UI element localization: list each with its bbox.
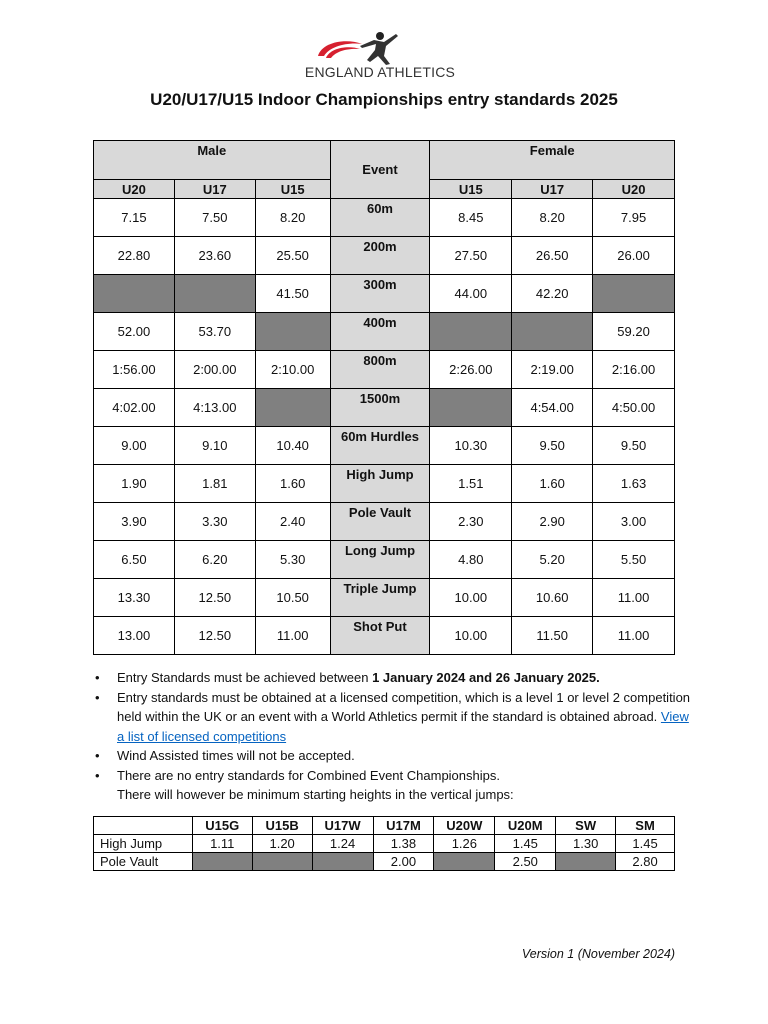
table-row	[94, 389, 675, 427]
not-applicable-cell	[192, 853, 252, 871]
standard-cell: 10.60	[512, 579, 593, 617]
not-applicable-cell	[174, 275, 255, 313]
event-name-cell: 300m	[330, 275, 430, 313]
standard-cell: 59.20	[593, 313, 675, 351]
not-applicable-cell	[593, 275, 675, 313]
not-applicable-cell	[252, 853, 312, 871]
standard-cell: 13.00	[94, 617, 175, 655]
standard-cell: 13.30	[94, 579, 175, 617]
licensed-competitions-link[interactable]: View a list of licensed competitions	[117, 709, 689, 744]
age-group-header: U20M	[495, 817, 556, 835]
standard-cell: 41.50	[255, 275, 330, 313]
male-col-header: U15	[255, 180, 330, 199]
table-row	[94, 503, 675, 541]
height-cell: 1.45	[495, 835, 556, 853]
age-group-header: U20W	[434, 817, 495, 835]
standard-cell: 2:10.00	[255, 351, 330, 389]
standard-cell: 10.00	[430, 579, 512, 617]
standard-cell: 12.50	[174, 579, 255, 617]
standard-cell: 7.95	[593, 199, 675, 237]
event-name-cell: Long Jump	[330, 541, 430, 579]
page-title: U20/U17/U15 Indoor Championships entry standards 2025	[150, 90, 618, 109]
note-item	[95, 668, 695, 688]
note-text: Wind Assisted times will not be accepted.	[117, 748, 355, 763]
male-group-header: Male	[94, 141, 331, 180]
female-col-header: U17	[512, 180, 593, 199]
event-name-cell: 800m	[330, 351, 430, 389]
age-group-header: U15B	[252, 817, 312, 835]
standard-cell: 5.30	[255, 541, 330, 579]
standard-cell: 1.63	[593, 465, 675, 503]
height-cell: 1.26	[434, 835, 495, 853]
athlete-logo-icon	[300, 30, 460, 66]
standard-cell: 12.50	[174, 617, 255, 655]
standard-cell: 11.50	[512, 617, 593, 655]
standard-cell: 1.90	[94, 465, 175, 503]
standard-cell: 1.60	[255, 465, 330, 503]
note-text: There are no entry standards for Combined Event Championships.	[117, 767, 500, 783]
event-name-cell: 400m	[330, 313, 430, 351]
standard-cell: 6.50	[94, 541, 175, 579]
height-cell: 2.80	[616, 853, 675, 871]
standard-cell: 4:02.00	[94, 389, 175, 427]
standard-cell: 3.30	[174, 503, 255, 541]
england-athletics-logo	[300, 30, 460, 82]
not-applicable-cell	[430, 313, 512, 351]
version-note: Version 1 (November 2024)	[521, 947, 675, 961]
height-cell: 1.38	[373, 835, 434, 853]
not-applicable-cell	[255, 389, 330, 427]
event-name-cell: Shot Put	[330, 617, 430, 655]
starting-heights-table	[93, 816, 675, 871]
standard-cell: 26.00	[593, 237, 675, 275]
female-col-header: U15	[430, 180, 512, 199]
standard-cell: 10.00	[430, 617, 512, 655]
table-row	[94, 427, 675, 465]
standard-cell: 11.00	[593, 579, 675, 617]
note-item	[95, 688, 695, 747]
event-label-cell: High Jump	[94, 835, 193, 853]
standard-cell: 2:19.00	[512, 351, 593, 389]
standard-cell: 10.30	[430, 427, 512, 465]
not-applicable-cell	[255, 313, 330, 351]
table-row	[94, 237, 675, 275]
event-name-cell: High Jump	[330, 465, 430, 503]
age-group-header: U17W	[312, 817, 373, 835]
standard-cell: 26.50	[512, 237, 593, 275]
standard-cell: 1.81	[174, 465, 255, 503]
not-applicable-cell	[430, 389, 512, 427]
standard-cell: 10.40	[255, 427, 330, 465]
not-applicable-cell	[434, 853, 495, 871]
age-group-header: SM	[616, 817, 675, 835]
height-cell: 1.45	[616, 835, 675, 853]
note-date-range: 1 January 2024 and 26 January 2025.	[372, 670, 600, 685]
standard-cell: 8.45	[430, 199, 512, 237]
standard-cell: 52.00	[94, 313, 175, 351]
standard-cell: 1.51	[430, 465, 512, 503]
standard-cell: 11.00	[593, 617, 675, 655]
event-name-cell: 1500m	[330, 389, 430, 427]
standard-cell: 4:54.00	[512, 389, 593, 427]
height-cell: 1.20	[252, 835, 312, 853]
standard-cell: 2.40	[255, 503, 330, 541]
note-text: There will however be minimum starting heights in the vertical jumps:	[117, 787, 514, 802]
standard-cell: 2.90	[512, 503, 593, 541]
female-col-header: U20	[593, 180, 675, 199]
standard-cell: 6.20	[174, 541, 255, 579]
note-text: Entry Standards must be achieved between	[117, 670, 373, 685]
standard-cell: 8.20	[512, 199, 593, 237]
standard-cell: 9.00	[94, 427, 175, 465]
standard-cell: 5.20	[512, 541, 593, 579]
table-row	[94, 465, 675, 503]
note-item	[95, 766, 695, 805]
event-name-cell: Triple Jump	[330, 579, 430, 617]
standard-cell: 8.20	[255, 199, 330, 237]
notes-list	[95, 668, 695, 805]
logo-wordmark: ENGLAND ATHLETICS	[304, 64, 456, 80]
table-row	[94, 579, 675, 617]
standard-cell: 4:13.00	[174, 389, 255, 427]
table-row	[94, 617, 675, 655]
not-applicable-cell	[312, 853, 373, 871]
standard-cell: 2:26.00	[430, 351, 512, 389]
standard-cell: 2:16.00	[593, 351, 675, 389]
standard-cell: 1:56.00	[94, 351, 175, 389]
standard-cell: 10.50	[255, 579, 330, 617]
event-name-cell: 60m Hurdles	[330, 427, 430, 465]
note-item	[95, 746, 695, 766]
standard-cell: 9.50	[593, 427, 675, 465]
age-group-header: U15G	[192, 817, 252, 835]
event-name-cell: 60m	[330, 199, 430, 237]
table-row	[94, 835, 675, 853]
not-applicable-cell	[512, 313, 593, 351]
standard-cell: 27.50	[430, 237, 512, 275]
standard-cell: 3.00	[593, 503, 675, 541]
standard-cell: 9.10	[174, 427, 255, 465]
entry-standards-table	[93, 140, 675, 655]
male-col-header: U17	[174, 180, 255, 199]
event-name-cell: Pole Vault	[330, 503, 430, 541]
standard-cell: 42.20	[512, 275, 593, 313]
table-row	[94, 275, 675, 313]
table-row	[94, 199, 675, 237]
standard-cell: 25.50	[255, 237, 330, 275]
height-cell: 2.00	[373, 853, 434, 871]
height-cell: 1.30	[556, 835, 616, 853]
standard-cell: 5.50	[593, 541, 675, 579]
standard-cell: 2:00.00	[174, 351, 255, 389]
table-row	[94, 853, 675, 871]
standard-cell: 1.60	[512, 465, 593, 503]
table-row	[94, 541, 675, 579]
standard-cell: 11.00	[255, 617, 330, 655]
standard-cell: 2.30	[430, 503, 512, 541]
standard-cell: 4:50.00	[593, 389, 675, 427]
event-label-cell: Pole Vault	[94, 853, 193, 871]
standard-cell: 22.80	[94, 237, 175, 275]
table-row	[94, 313, 675, 351]
event-name-cell: 200m	[330, 237, 430, 275]
table-row	[94, 351, 675, 389]
standard-cell: 4.80	[430, 541, 512, 579]
standard-cell: 44.00	[430, 275, 512, 313]
note-text: Entry standards must be obtained at a licensed competition, which is a level 1 or level 2 competition held within the UK or an event with a World Athletics permit if the standard is obtained abroad.	[117, 689, 691, 724]
female-group-header: Female	[430, 141, 675, 180]
empty-header-cell	[94, 817, 193, 835]
standard-cell: 7.15	[94, 199, 175, 237]
not-applicable-cell	[94, 275, 175, 313]
event-header: Event	[330, 141, 430, 199]
standard-cell: 3.90	[94, 503, 175, 541]
male-col-header: U20	[94, 180, 175, 199]
age-group-header: SW	[556, 817, 616, 835]
standard-cell: 53.70	[174, 313, 255, 351]
standard-cell: 9.50	[512, 427, 593, 465]
height-cell: 1.11	[192, 835, 252, 853]
standard-cell: 23.60	[174, 237, 255, 275]
not-applicable-cell	[556, 853, 616, 871]
height-cell: 2.50	[495, 853, 556, 871]
standard-cell: 7.50	[174, 199, 255, 237]
height-cell: 1.24	[312, 835, 373, 853]
age-group-header: U17M	[373, 817, 434, 835]
